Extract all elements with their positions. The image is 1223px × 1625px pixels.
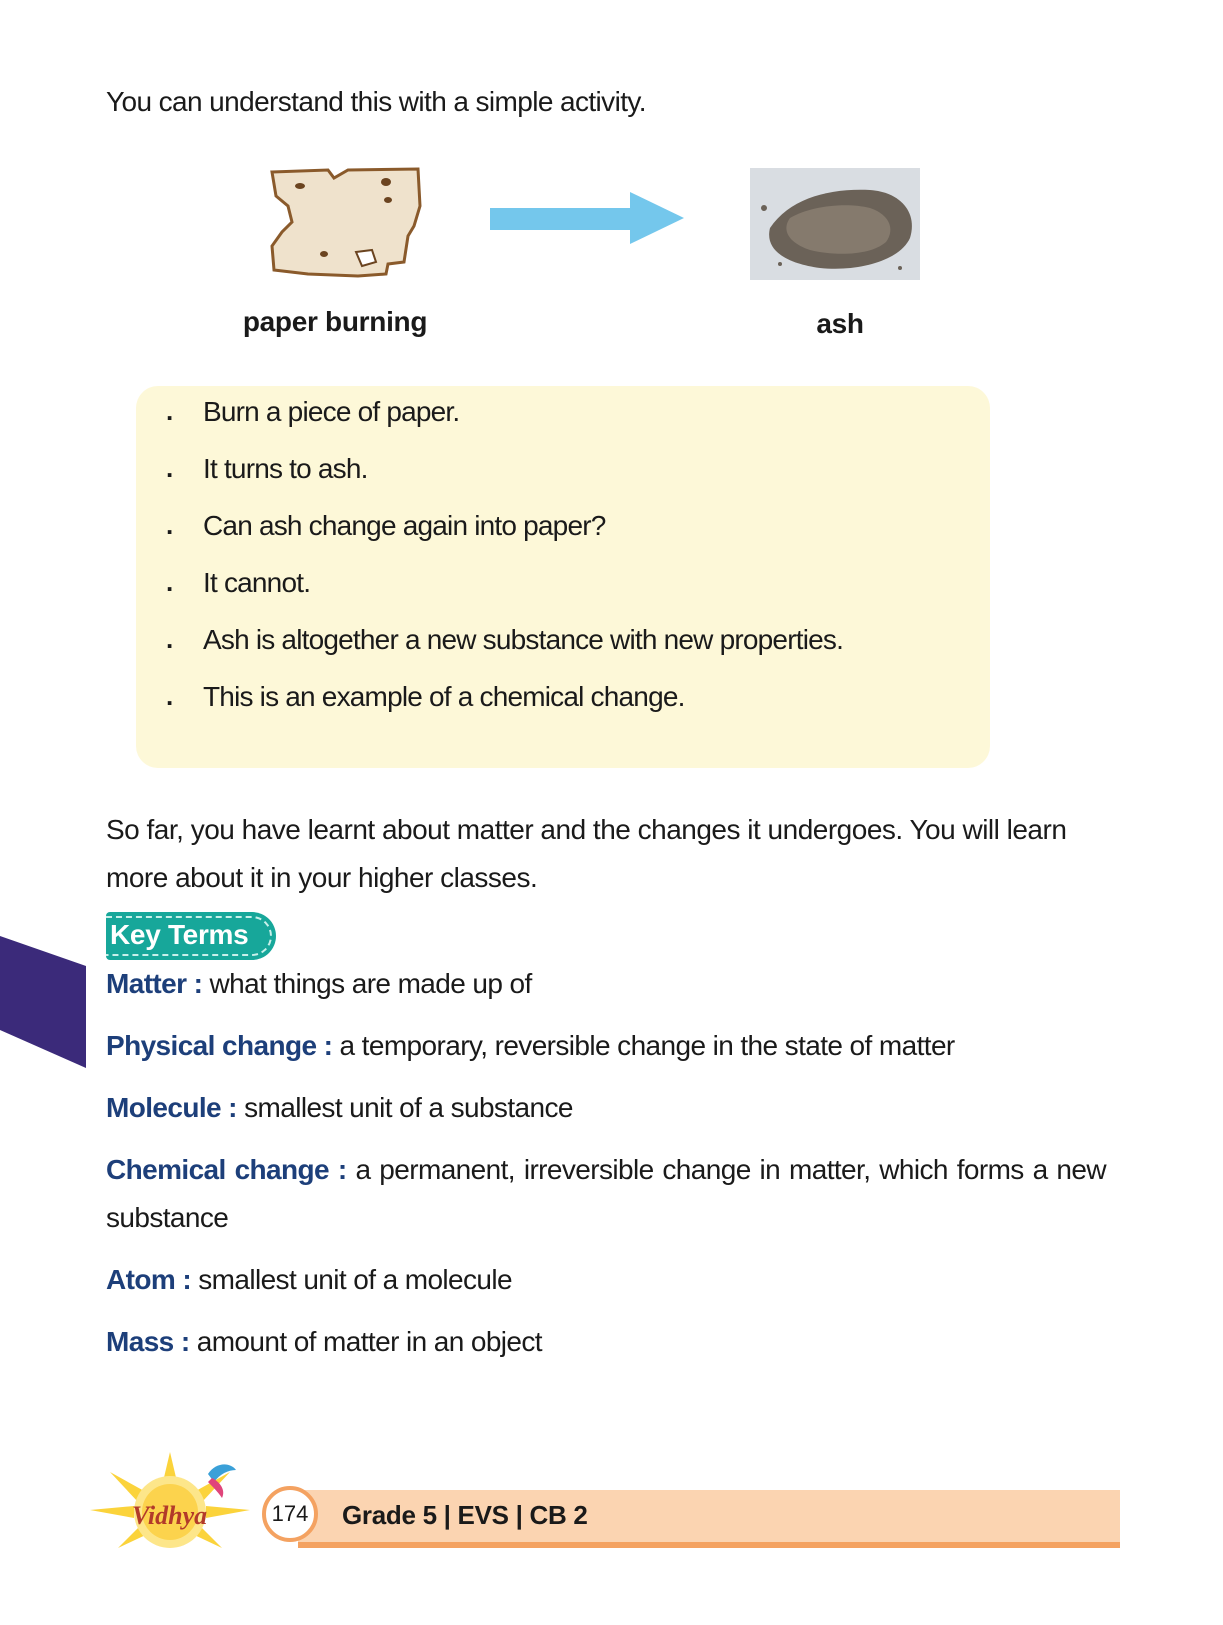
term-definition: what things are made up of [209,968,532,999]
activity-item-text: Ash is altogether a new substance with new properties. [203,624,844,655]
term-definition: amount of matter in an object [196,1326,542,1357]
ash-image [750,168,920,280]
intro-sentence: You can understand this with a simple activity. [106,86,646,117]
page-number: 174 [271,1501,309,1526]
bullet-icon: . [166,624,173,654]
term-name: Physical change : [106,1030,333,1061]
activity-item-text: Can ash change again into paper? [203,510,606,541]
bullet-icon: . [166,510,173,540]
activity-item-text: Burn a piece of paper. [203,396,460,427]
ash-caption: ash [816,308,864,339]
term-name: Matter : [106,968,203,999]
term-definition: a temporary, reversible change in the state of matter [339,1030,955,1061]
bullet-icon: . [166,453,173,483]
term-definition: smallest unit of a substance [244,1092,573,1123]
burnt-paper-image [268,166,428,278]
key-terms-heading [106,912,276,960]
term-name: Chemical change : [106,1154,347,1185]
key-term-atom [106,1256,1106,1304]
right-arrow-icon [490,190,686,246]
term-name: Molecule : [106,1092,237,1123]
key-terms-label: Key Terms [110,919,249,950]
footer-label: Grade 5 | EVS | CB 2 [342,1500,588,1530]
logo-wordmark: Vidhya [132,1501,208,1530]
bullet-icon: . [166,567,173,597]
term-name: Atom : [106,1264,192,1295]
summary-paragraph: So far, you have learnt about matter and the changes it undergoes. You will learn more about it in your higher classes. [106,814,1067,893]
key-term-mass [106,1318,1106,1366]
activity-item-text: It cannot. [203,567,311,598]
bullet-icon: . [166,681,173,711]
term-definition: a permanent, irreversible change in matter, which forms a new substance [106,1154,1106,1233]
activity-box [136,386,990,768]
activity-item-text: This is an example of a chemical change. [203,681,685,712]
term-definition: smallest unit of a molecule [198,1264,512,1295]
vidhya-logo [90,1452,260,1557]
side-tab-decoration [0,936,90,1073]
key-term-chemical-change [106,1146,1106,1242]
key-term-physical-change [106,1022,1106,1070]
bullet-icon: . [166,396,173,426]
paper-burning-caption: paper burning [242,306,428,337]
activity-item-text: It turns to ash. [203,453,368,484]
key-term-molecule [106,1084,1106,1132]
term-name: Mass : [106,1326,190,1357]
key-term-matter [106,960,1106,1008]
